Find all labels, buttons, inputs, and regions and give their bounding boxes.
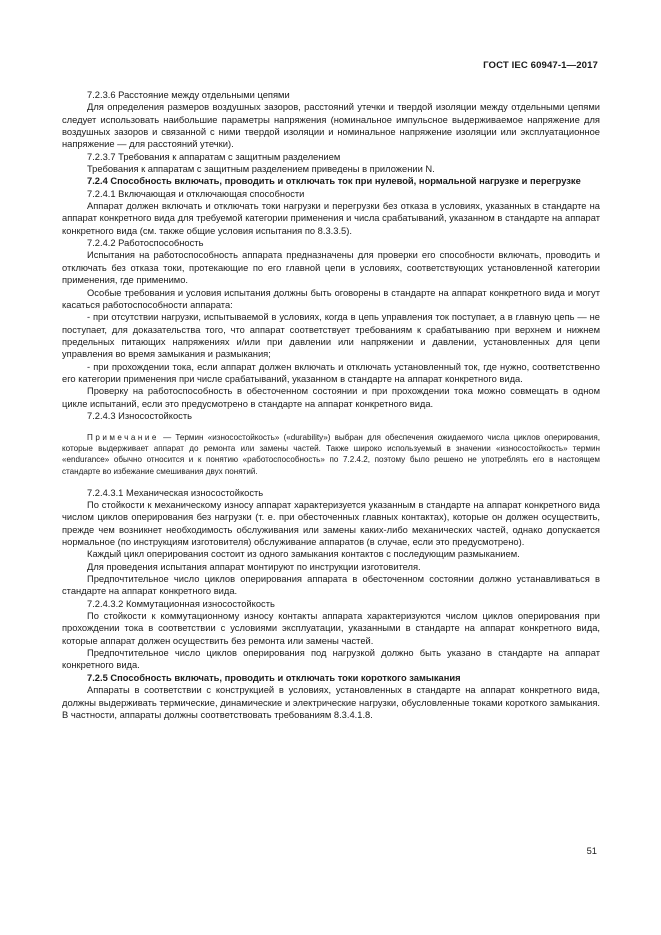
list-item: - при прохождении тока, если аппарат должен включать и отключать установленный ток, где нужно, соответственно его категории применения при числе срабатываний, указанном в стандарте на аппарат конкретного вида.: [62, 361, 600, 384]
paragraph: Требования к аппаратам с защитным разделением приведены в приложении N.: [87, 164, 435, 175]
subsection-heading: 7.2.3.6 Расстояние между отдельными цепями: [87, 90, 290, 100]
paragraph: Аппарат должен включать и отключать токи нагрузки и перегрузки без отказа в условиях, указанных в стандарте на аппарат конкретного вида для требуемой категории применения и числа срабатываний, указанном в стандарте на аппарат конкретного вида (см. также общие условия испытания по 8.3.3.5).: [62, 201, 600, 236]
paragraph: Испытания на работоспособность аппарата предназначены для проверки его способности включать, проводить и отключать без отказа токи, протекающие по его главной цепи в условиях, соответствующих установленной категории применения, где применимо.: [62, 250, 600, 286]
paragraph: Проверку на работоспособность в обесточенном состоянии и при прохождении тока можно совмещать в одном цикле испытаний, если это предусмотрено в стандарте на аппарат конкретного вида.: [62, 386, 600, 409]
subsection-heading: 7.2.4.3 Износостойкость: [87, 410, 192, 421]
subsection-heading: 7.2.4.3.1 Механическая износостойкость: [87, 487, 264, 498]
list-item: - при отсутствии нагрузки, испытываемой в условиях, когда в цепь управления ток поступает, а в главную цепь — не поступает, для доказательства того, что аппарат соответствует требованиям к срабатыванию при верхнем и нижнем предельных питающих напряжениях и/или при давлении или напряжении и давлении, установленных для цепи управления во время замыкания и размыкания;: [62, 312, 600, 360]
paragraph: Для проведения испытания аппарат монтируют по инструкции изготовителя.: [87, 561, 421, 572]
paragraph: Предпочтительное число циклов оперирования под нагрузкой должно быть указано в стандарте на аппарат конкретного вида.: [62, 648, 600, 671]
page-number: 51: [586, 846, 597, 856]
note-label: Примечание: [87, 433, 159, 443]
subsection-heading: 7.2.3.7 Требования к аппаратам с защитным разделением: [87, 151, 341, 162]
section-heading: 7.2.5 Способность включать, проводить и отключать токи короткого замыкания: [87, 672, 461, 683]
section-heading: 7.2.4 Способность включать, проводить и отключать ток при нулевой, нормальной нагрузке и перегрузке: [87, 176, 581, 187]
note-block: [62, 432, 600, 476]
paragraph: Каждый цикл оперирования состоит из одного замыкания контактов с последующим размыканием.: [87, 549, 520, 560]
paragraph: Предпочтительное число циклов оперирования аппарата в обесточенном состоянии должно устанавливаться в стандарте на аппарат конкретного вида.: [62, 574, 600, 597]
paragraph: Особые требования и условия испытания должны быть оговорены в стандарте на аппарат конкретного вида и могут касаться работоспособности аппарата:: [62, 287, 600, 310]
subsection-heading: 7.2.4.3.2 Коммутационная износостойкость: [87, 598, 275, 609]
subsection-heading: 7.2.4.2 Работоспособность: [87, 238, 204, 249]
page-content: [62, 89, 600, 721]
document-code-header: ГОСТ IEC 60947-1—2017: [483, 60, 598, 71]
subsection-heading: 7.2.4.1 Включающая и отключающая способности: [87, 188, 305, 199]
paragraph: По стойкости к механическому износу аппарат характеризуется указанным в стандарте на аппарат конкретного вида числом циклов оперирования без нагрузки (т. е. при обесточенных главных контактах), которые он должен осуществить, прежде чем возникнет необходимость обслуживания или замены каких-либо механических частей, однако допускается нормальное (по инструкциям изготовителя) обслуживание аппаратов (в случае, если это предусмотрено).: [62, 500, 600, 548]
paragraph: Аппараты в соответствии с конструкцией в условиях, установленных в стандарте на аппарат конкретного вида, должны выдерживать термические, динамические и электрические нагрузки, обусловленные токами короткого замыкания. В частности, аппараты должны соответствовать требованиям 8.3.4.1.8.: [62, 685, 600, 720]
note-text: — Термин «износостойкость» («durability») выбран для обеспечения ожидаемого числа циклов оперирования, которые выдерживает аппарат до ремонта или замены частей. Также широко используемый в значении «износостойкость» термин «endurance» обычно относится и к понятию «работоспособность» по 7.2.4.2, поэтому было решено не употреблять его в настоящем стандарте во избежание смешивания двух понятий.: [62, 433, 600, 476]
paragraph: Для определения размеров воздушных зазоров, расстояний утечки и твердой изоляции между отдельными цепями следует использовать наибольшие параметры напряжения (номинальное импульсное выдерживаемое напряжение для воздушных зазоров и связанной с ними твердой изоляции и номинальное напряжение изоляции или эксплуатационное напряжение — для расстояний утечки).: [62, 102, 600, 150]
paragraph: По стойкости к коммутационному износу контакты аппарата характеризуются числом циклов оперирования при прохождении тока в соответствии с условиями эксплуатации, указанными в стандарте на аппарат конкретного вида, которые аппарат должен осуществить без ремонта или замены частей.: [62, 611, 600, 646]
